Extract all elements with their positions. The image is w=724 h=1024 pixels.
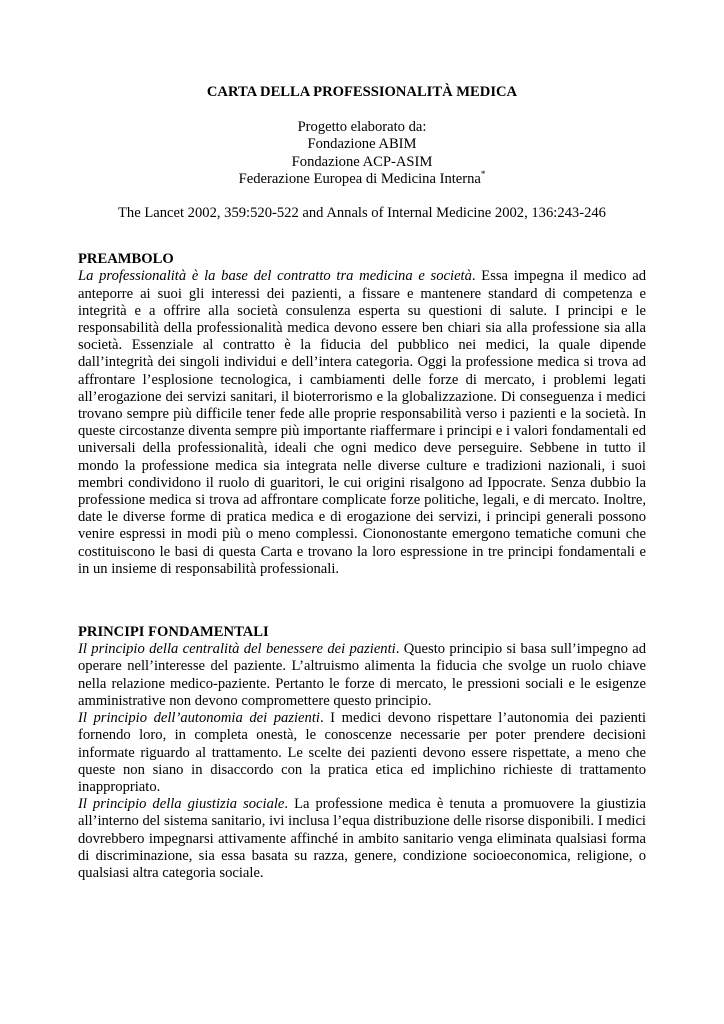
paragraph-principio-benessere bbox=[78, 641, 646, 710]
paragraph-preambolo bbox=[78, 268, 646, 578]
paragraph-principio-autonomia bbox=[78, 710, 646, 796]
org-acp-asim: Fondazione ACP-ASIM bbox=[291, 153, 433, 170]
principio-benessere-text: . Questo principio si basa sull’impegno ad operare nell’interesse del paziente. L’altruismo alimenta la fiducia che svolge un ruolo chiave nella relazione medico-paziente. Pertanto le forze di mercato, le pressioni sociali e le esigenze amministrative non devono compromettere questo principio. bbox=[78, 641, 646, 709]
paragraph-principio-giustizia bbox=[78, 796, 646, 882]
preambolo-lead: La professionalità è la base del contratto tra medicina e società bbox=[78, 268, 472, 285]
heading-principi: PRINCIPI FONDAMENTALI bbox=[78, 624, 269, 641]
principio-autonomia-text: . I medici devono rispettare l’autonomia dei pazienti fornendo loro, in completa onestà, le conoscenze necessarie per poter prendere decisioni informate riguardo al trattamento. Le scelte dei pazienti devono essere rispettate, a meno che queste non siano in disaccordo con la pratica etica ed implichino richieste di trattamento inappropriato. bbox=[78, 710, 646, 795]
org-federazione bbox=[78, 168, 646, 188]
heading-preambolo: PREAMBOLO bbox=[78, 251, 174, 268]
principio-giustizia-text: . La professione medica è tenuta a promuovere la giustizia all’interno del sistema sanitario, ivi inclusa l’equa distribuzione delle risorse disponibili. I medici dovrebbero impegnarsi attivamente affinché in ambito sanitario venga eliminata qualsiasi forma di discriminazione, sia essa basata su razza, genere, condizione socioeconomica, religione, o qualsiasi altra categoria sociale. bbox=[78, 796, 646, 881]
document-page bbox=[78, 84, 646, 882]
preambolo-text: . Essa impegna il medico ad anteporre ai suoi gli interessi dei pazienti, a fissare e mantenere standard di competenza e integrità e a offrire alla società consulenza esperta su questioni di salute. I principi e le responsabilità della professionalità medica devono essere ben chiari sia alla professione sia alla società. Essenziale al contratto è la fiducia del pubblico nei medici, la quale dipende dall’integrità dei singoli individui e dell’intera categoria. Oggi la professione medica si trova ad affrontare l’esplosione tecnologica, i cambiamenti delle forze di mercato, i problemi legati all’erogazione dei servizi sanitari, il bioterrorismo e la globalizzazione. Di conseguenza i medici trovano sempre più difficile tener fede alle proprie responsabilità verso i pazienti e la società. In queste circostanze diventa sempre più importante riaffermare i principi e i valori fondamentali ed universali della professionalità, ideali che ogni medico deve perseguire. Sebbene in tutto il mondo la professione medica sia integrata nelle diverse culture e tradizioni nazionali, i suoi membri condividono il ruolo di guaritori, le cui origini risalgono ad Ippocrate. Senza dubbio la professione medica si trova ad affrontare complicate forze politiche, legali, e di mercato. Inoltre, date le diverse forme di pratica medica e di erogazione dei servizi, i principi generali possono venire espressi in modi più o meno complessi. Ciononostante emergono tematiche comuni che costituiscono le basi di questa Carta e trovano la loro espressione in tre principi fondamentali e in un insieme di responsabilità professionali. bbox=[78, 268, 646, 577]
citation-line: The Lancet 2002, 359:520-522 and Annals of Internal Medicine 2002, 136:243-246 bbox=[118, 205, 606, 222]
org-abim: Fondazione ABIM bbox=[307, 136, 417, 153]
footnote-marker: * bbox=[480, 168, 486, 179]
document-title: CARTA DELLA PROFESSIONALITÀ MEDICA bbox=[206, 84, 518, 100]
principio-autonomia-lead: Il principio dell’autonomia dei pazienti bbox=[78, 710, 320, 727]
principio-giustizia-lead: Il principio della giustizia sociale bbox=[78, 796, 285, 813]
org-federazione-name: Federazione Europea di Medicina Interna bbox=[238, 170, 481, 187]
principio-benessere-lead: Il principio della centralità del benessere dei pazienti bbox=[78, 641, 396, 658]
authors-block bbox=[78, 119, 646, 188]
project-line: Progetto elaborato da: bbox=[297, 119, 427, 136]
